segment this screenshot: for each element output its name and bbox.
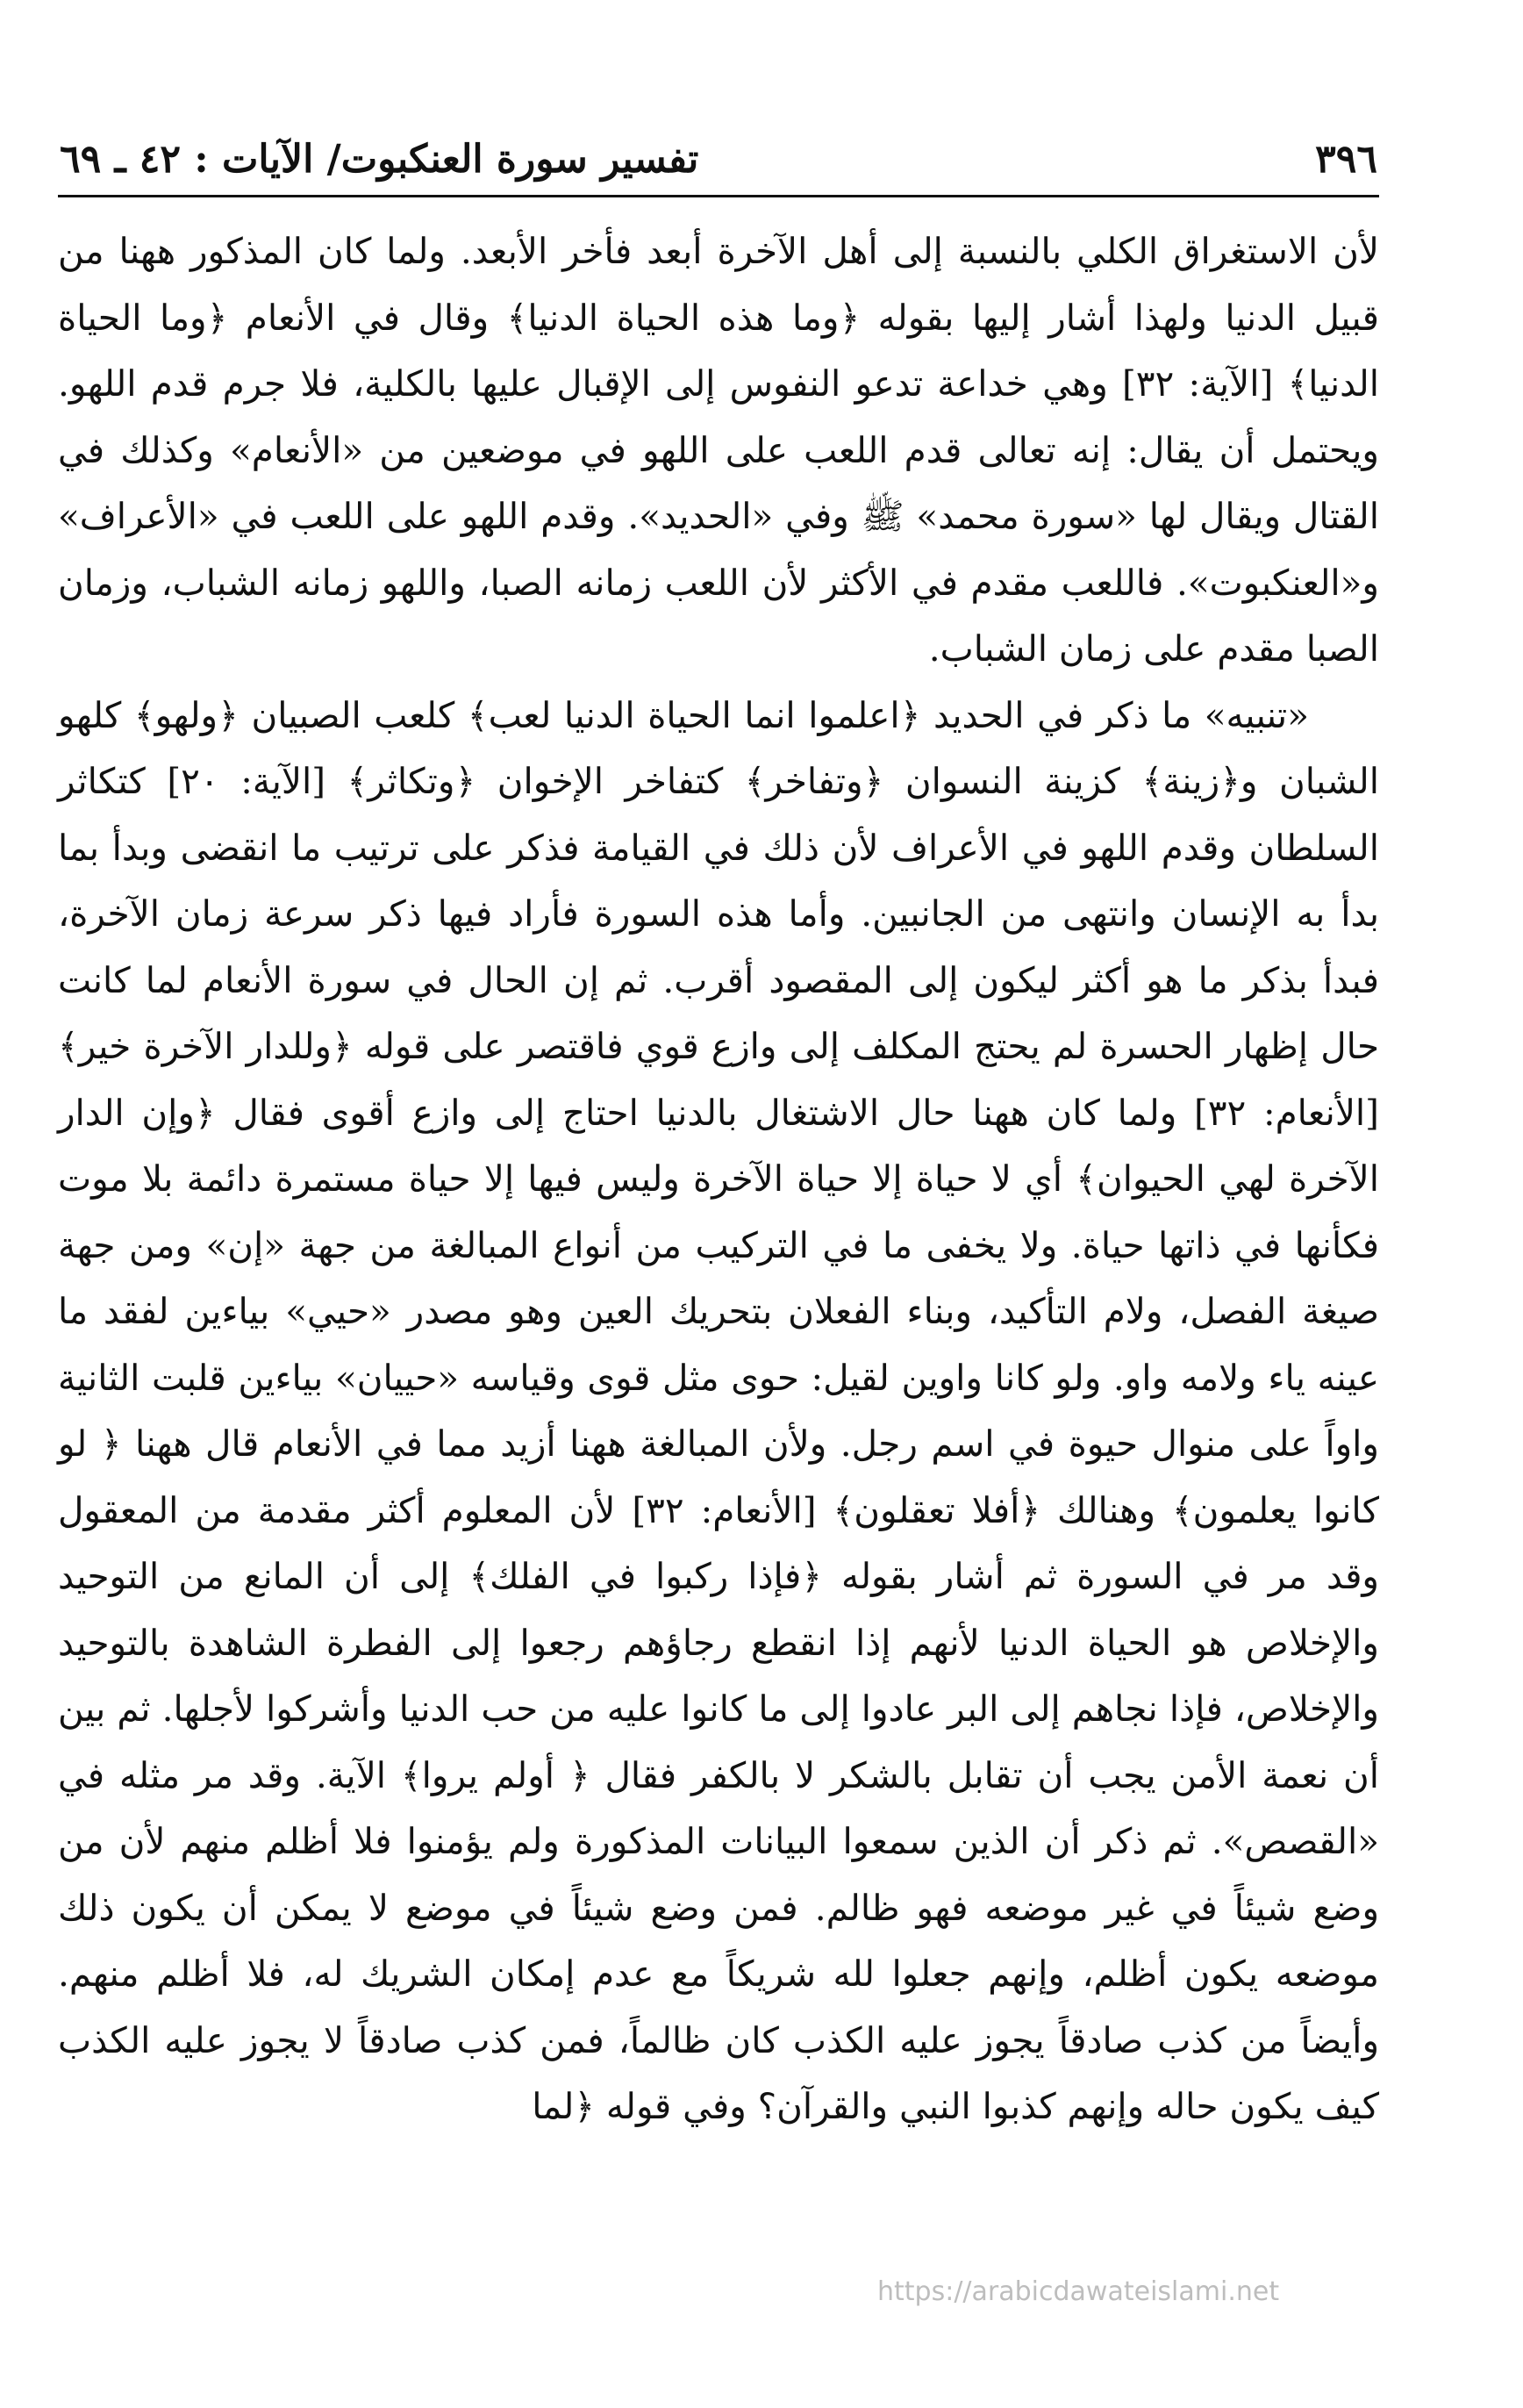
paragraph: لأن الاستغراق الكلي بالنسبة إلى أهل الآخرة أبعد فأخر الأبعد. ولما كان المذكور ههنا من قبيل الدنيا ولهذا أشار إليها بقوله ﴿وما هذه الحياة الدنيا﴾ وقال في الأنعام ﴿وما الحياة الدنيا﴾ [الآية: ٣٢] وهي خداعة تدعو النفوس إلى الإقبال عليها بالكلية، فلا جرم قدم اللهو. ويحتمل أن يقال: إنه تعالى قدم اللعب على اللهو في موضعين من «الأنعام» وكذلك في القتال ويقال لها «سورة محمد» ﷺ وفي «الحديد». وقدم اللهو على اللعب في «الأعراف» و«العنكبوت». فاللعب مقدم في الأكثر لأن اللعب زمانه الصبا، واللهو زمانه الشباب، وزمان الصبا مقدم على زمان الشباب. xyxy=(58,230,1379,670)
watermark-url: https://arabicdawateislami.net xyxy=(877,2276,1280,2307)
page-header xyxy=(58,132,1379,197)
running-title: تفسير سورة العنكبوت/ الآيات : ٤٢ ـ ٦٩ xyxy=(60,137,699,182)
page-number: ٣٩٦ xyxy=(1315,137,1377,182)
body-text xyxy=(58,219,1379,2140)
book-page xyxy=(58,132,1379,2361)
paragraph: «تنبيه» ما ذكر في الحديد ﴿اعلموا انما الحياة الدنيا لعب﴾ كلعب الصبيان ﴿ولهو﴾ كلهو الشبان و﴿زينة﴾ كزينة النسوان ﴿وتفاخر﴾ كتفاخر الإخوان ﴿وتكاثر﴾ [الآية: ٢٠] كتكاثر السلطان وقدم اللهو في الأعراف لأن ذلك في القيامة فذكر على ترتيب ما انقضى وبدأ بما بدأ به الإنسان وانتهى من الجانبين. وأما هذه السورة فأراد فيها ذكر سرعة زمان الآخرة، فبدأ بذكر ما هو أكثر ليكون إلى المقصود أقرب. ثم إن الحال في سورة الأنعام لما كانت حال إظهار الحسرة لم يحتج المكلف إلى وازع قوي فاقتصر على قوله ﴿وللدار الآخرة خير﴾ [الأنعام: ٣٢] ولما كان ههنا حال الاشتغال بالدنيا احتاج إلى وازع أقوى فقال ﴿وإن الدار الآخرة لهي الحيوان﴾ أي لا حياة إلا حياة الآخرة وليس فيها إلا حياة مستمرة دائمة بلا موت فكأنها في ذاتها حياة. ولا يخفى ما في التركيب من أنواع المبالغة من جهة «إن» ومن جهة صيغة الفصل، ولام التأكيد، وبناء الفعلان بتحريك العين وهو مصدر «حيي» بياءين لفقد ما عينه ياء ولامه واو. ولو كانا واوين لقيل: حوى مثل قوى وقياسه «حييان» بياءين قلبت الثانية واواً على منوال حيوة في اسم رجل. ولأن المبالغة ههنا أزيد مما في الأنعام قال ههنا ﴿ لو كانوا يعلمون﴾ وهنالك ﴿أفلا تعقلون﴾ [الأنعام: ٣٢] لأن المعلوم أكثر مقدمة من المعقول وقد مر في السورة ثم أشار بقوله ﴿فإذا ركبوا في الفلك﴾ إلى أن المانع من التوحيد والإخلاص هو الحياة الدنيا لأنهم إذا انقطع رجاؤهم رجعوا إلى الفطرة الشاهدة بالتوحيد والإخلاص، فإذا نجاهم إلى البر عادوا إلى ما كانوا عليه من حب الدنيا وأشركوا لأجلها. ثم بين أن نعمة الأمن يجب أن تقابل بالشكر لا بالكفر فقال ﴿ أولم يروا﴾ الآية. وقد مر مثله في «القصص». ثم ذكر أن الذين سمعوا البيانات المذكورة ولم يؤمنوا فلا أظلم منهم لأن من وضع شيئاً في غير موضعه فهو ظالم. فمن وضع شيئاً في موضع لا يمكن أن يكون ذلك موضعه يكون أظلم، وإنهم جعلوا لله شريكاً مع عدم إمكان الشريك له، فلا أظلم منهم. وأيضاً من كذب صادقاً يجوز عليه الكذب كان ظالماً، فمن كذب صادقاً لا يجوز عليه الكذب كيف يكون حاله وإنهم كذبوا النبي والقرآن؟ وفي قوله ﴿لما xyxy=(58,693,1379,2127)
